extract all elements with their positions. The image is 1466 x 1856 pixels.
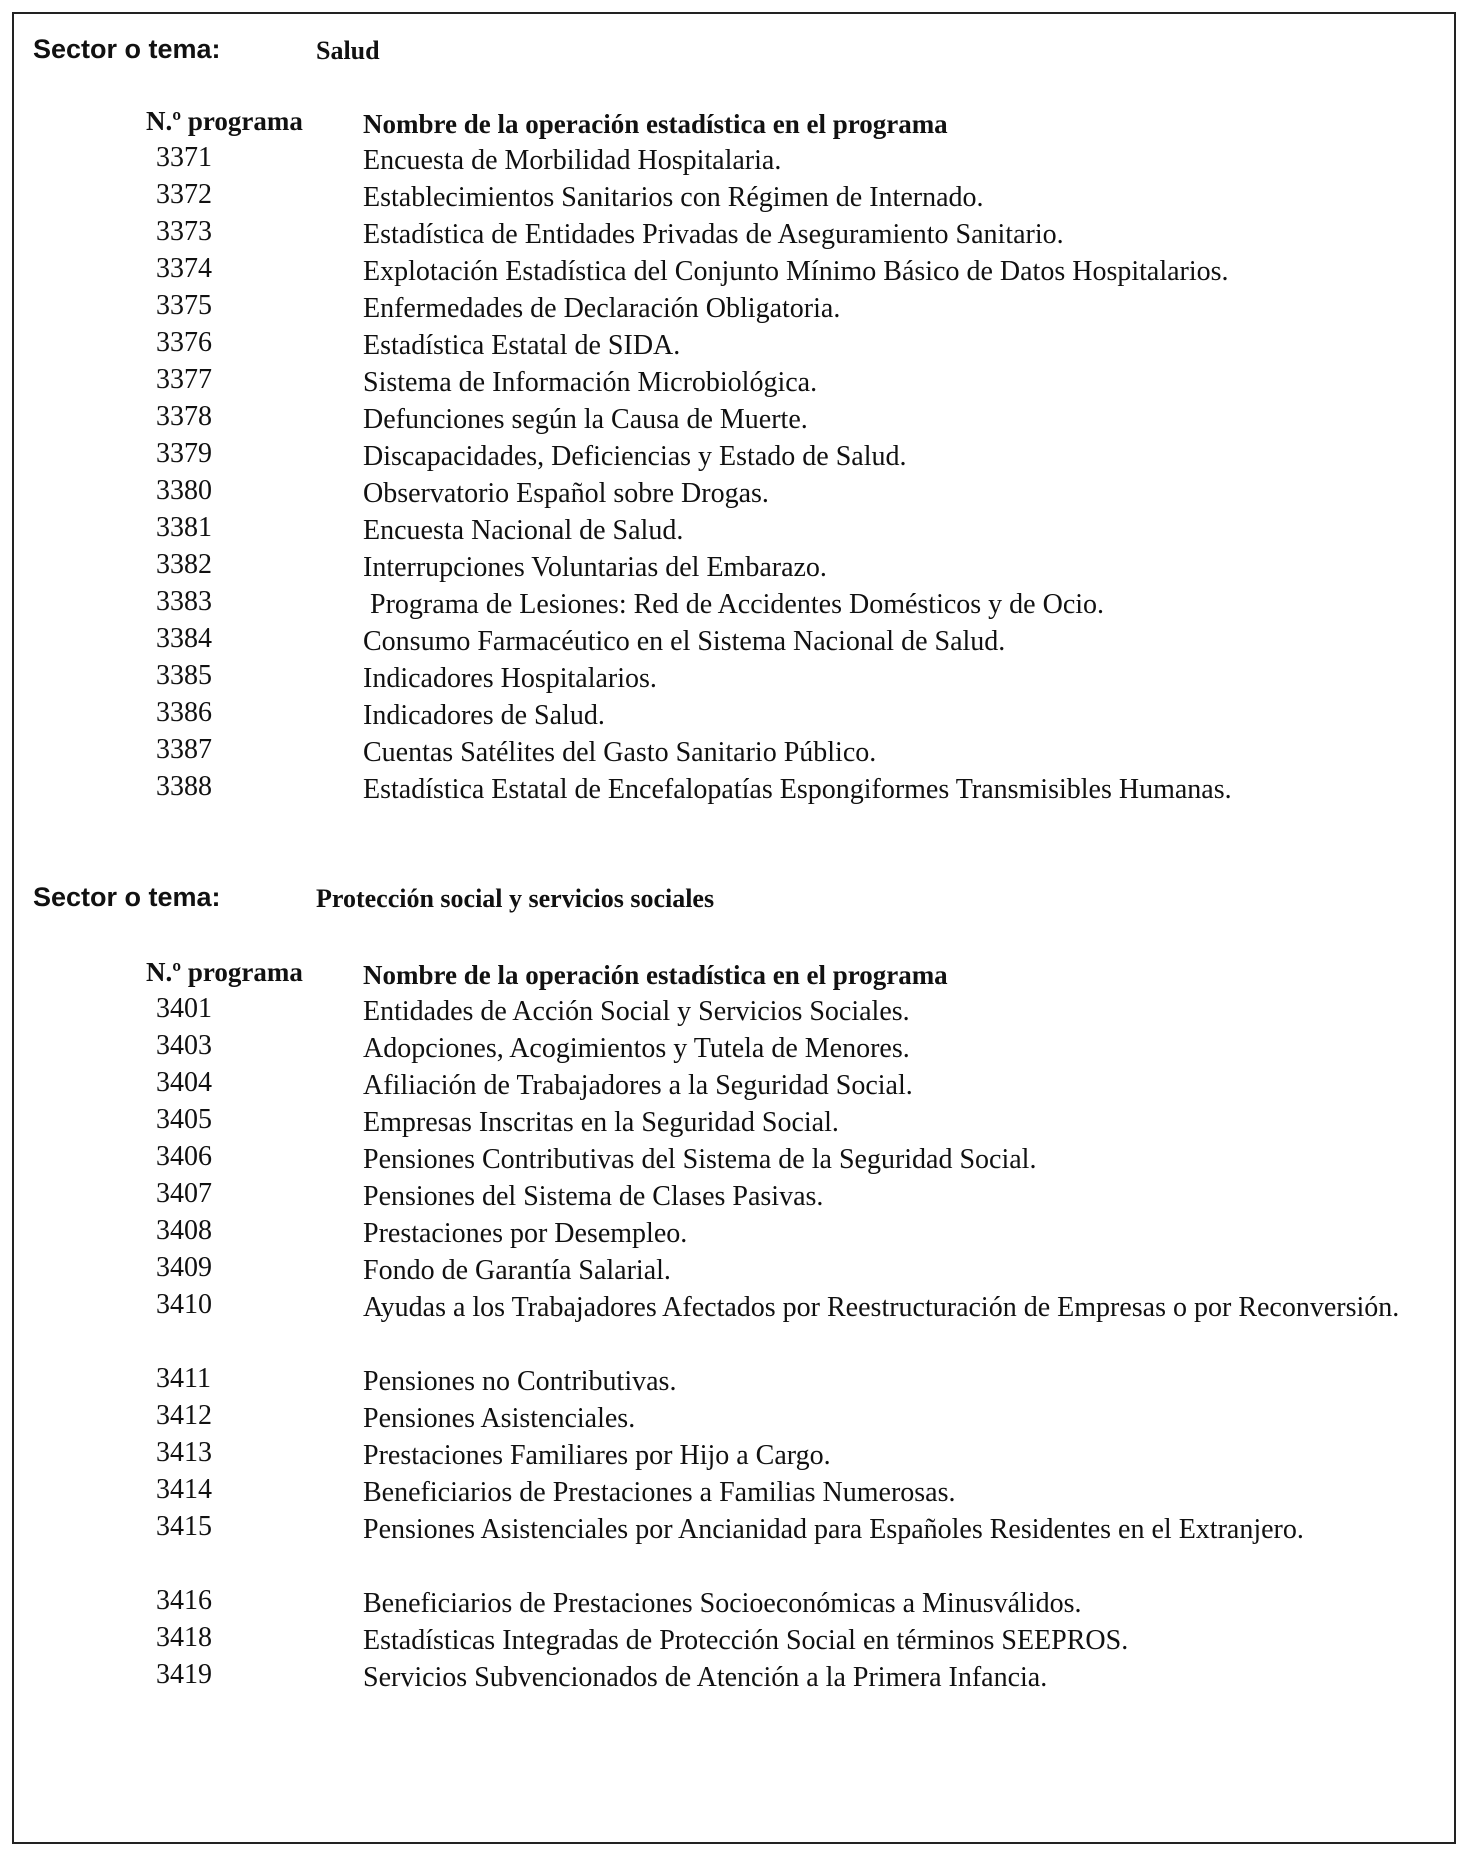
table-header (146, 106, 1426, 142)
program-name: Entidades de Acción Social y Servicios Sociales. (363, 996, 910, 1027)
program-number: 3373 (156, 216, 212, 247)
program-table-proteccion-social (146, 957, 1426, 1696)
program-name: Encuesta de Morbilidad Hospitalaria. (363, 145, 782, 176)
program-name: Pensiones Contributivas del Sistema de la Seguridad Social. (363, 1144, 1037, 1175)
sector-label: Sector o tema: (33, 34, 221, 64)
program-name: Enfermedades de Declaración Obligatoria. (363, 293, 841, 324)
program-name: Defunciones según la Causa de Muerte. (363, 404, 808, 435)
table-row (146, 1252, 1426, 1289)
program-number: 3413 (156, 1437, 212, 1468)
program-name: Pensiones Asistenciales. (363, 1403, 636, 1434)
table-row (146, 1585, 1426, 1622)
program-number: 3418 (156, 1622, 212, 1653)
table-row (146, 1178, 1426, 1215)
program-name: Estadística Estatal de Encefalopatías Espongiformes Transmisibles Humanas. (363, 774, 1232, 805)
program-name: Indicadores de Salud. (363, 700, 605, 731)
program-name: Fondo de Garantía Salarial. (363, 1255, 671, 1286)
program-number: 3378 (156, 401, 212, 432)
program-number: 3405 (156, 1104, 212, 1135)
table-row (146, 290, 1426, 327)
program-name: Prestaciones por Desempleo. (363, 1218, 688, 1249)
table-row (146, 623, 1426, 660)
table-row (146, 771, 1426, 808)
table-row (146, 1289, 1426, 1363)
table-row (146, 734, 1426, 771)
program-number: 3408 (156, 1215, 212, 1246)
program-number: 3383 (156, 586, 212, 617)
program-number: 3407 (156, 1178, 212, 1209)
table-row (146, 660, 1426, 697)
program-name: Pensiones Asistenciales por Ancianidad para Españoles Residentes en el Extranjero. (363, 1514, 1304, 1545)
program-number: 3388 (156, 771, 212, 802)
program-number: 3374 (156, 253, 212, 284)
program-name: Beneficiarios de Prestaciones Socioeconómicas a Minusválidos. (363, 1588, 1082, 1619)
program-name: Adopciones, Acogimientos y Tutela de Menores. (363, 1033, 910, 1064)
program-number: 3411 (156, 1363, 211, 1394)
table-row (146, 1030, 1426, 1067)
sector-value: Salud (316, 36, 380, 65)
sector-value: Protección social y servicios sociales (316, 884, 715, 913)
table-row (146, 216, 1426, 253)
table-row (146, 327, 1426, 364)
program-number: 3377 (156, 364, 212, 395)
column-header-name: Nombre de la operación estadística en el programa (363, 960, 948, 990)
table-row (146, 549, 1426, 586)
program-name: Pensiones no Contributivas. (363, 1366, 677, 1397)
table-row (146, 1215, 1426, 1252)
program-name: Estadística Estatal de SIDA. (363, 330, 681, 361)
column-header-number: N.º programa (146, 957, 303, 987)
program-name: Prestaciones Familiares por Hijo a Cargo. (363, 1440, 831, 1471)
table-row (146, 697, 1426, 734)
program-name: Servicios Subvencionados de Atención a la Primera Infancia. (363, 1662, 1048, 1693)
program-name: Explotación Estadística del Conjunto Mínimo Básico de Datos Hospitalarios. (363, 256, 1229, 287)
table-row (146, 475, 1426, 512)
program-name: Afiliación de Trabajadores a la Seguridad Social. (363, 1070, 913, 1101)
table-row (146, 586, 1426, 623)
table-row (146, 438, 1426, 475)
program-number: 3406 (156, 1141, 212, 1172)
program-number: 3416 (156, 1585, 212, 1616)
program-name: Interrupciones Voluntarias del Embarazo. (363, 552, 827, 583)
program-name: Ayudas a los Trabajadores Afectados por Reestructuración de Empresas o por Reconversión. (363, 1292, 1400, 1323)
program-number: 3372 (156, 179, 212, 210)
program-number: 3412 (156, 1400, 212, 1431)
table-header (146, 957, 1426, 993)
program-number: 3414 (156, 1474, 212, 1505)
program-name: Estadística de Entidades Privadas de Aseguramiento Sanitario. (363, 219, 1064, 250)
table-row (146, 179, 1426, 216)
table-row (146, 253, 1426, 290)
program-name: Encuesta Nacional de Salud. (363, 515, 684, 546)
program-name: Pensiones del Sistema de Clases Pasivas. (363, 1181, 824, 1212)
program-number: 3381 (156, 512, 212, 543)
table-row (146, 1511, 1426, 1585)
program-number: 3380 (156, 475, 212, 506)
program-name: Empresas Inscritas en la Seguridad Social. (363, 1107, 839, 1138)
table-row (146, 1104, 1426, 1141)
table-row (146, 142, 1426, 179)
program-number: 3415 (156, 1511, 212, 1542)
table-row (146, 1400, 1426, 1437)
program-name: Beneficiarios de Prestaciones a Familias Numerosas. (363, 1477, 956, 1508)
program-number: 3382 (156, 549, 212, 580)
program-number: 3371 (156, 142, 212, 173)
program-name: Estadísticas Integradas de Protección Social en términos SEEPROS. (363, 1625, 1129, 1656)
program-number: 3387 (156, 734, 212, 765)
table-row (146, 364, 1426, 401)
program-name: Observatorio Español sobre Drogas. (363, 478, 769, 509)
program-name: Consumo Farmacéutico en el Sistema Nacional de Salud. (363, 626, 1006, 657)
table-row (146, 1622, 1426, 1659)
program-name: Programa de Lesiones: Red de Accidentes Domésticos y de Ocio. (363, 589, 1105, 620)
program-number: 3404 (156, 1067, 212, 1098)
table-row (146, 1067, 1426, 1104)
table-row (146, 1141, 1426, 1178)
program-number: 3409 (156, 1252, 212, 1283)
table-row (146, 1363, 1426, 1400)
program-number: 3379 (156, 438, 212, 469)
program-number: 3403 (156, 1030, 212, 1061)
program-number: 3376 (156, 327, 212, 358)
table-row (146, 1437, 1426, 1474)
table-row (146, 1474, 1426, 1511)
program-number: 3419 (156, 1659, 212, 1690)
program-number: 3375 (156, 290, 212, 321)
sector-label: Sector o tema: (33, 882, 221, 912)
program-number: 3384 (156, 623, 212, 654)
column-header-number: N.º programa (146, 106, 303, 136)
program-table-salud (146, 106, 1426, 808)
table-row (146, 512, 1426, 549)
table-row (146, 1659, 1426, 1696)
program-number: 3386 (156, 697, 212, 728)
program-name: Cuentas Satélites del Gasto Sanitario Público. (363, 737, 877, 768)
table-row (146, 993, 1426, 1030)
program-name: Sistema de Información Microbiológica. (363, 367, 818, 398)
program-name: Indicadores Hospitalarios. (363, 663, 657, 694)
program-number: 3401 (156, 993, 212, 1024)
program-name: Establecimientos Sanitarios con Régimen de Internado. (363, 182, 984, 213)
program-number: 3385 (156, 660, 212, 691)
program-number: 3410 (156, 1289, 212, 1320)
program-name: Discapacidades, Deficiencias y Estado de Salud. (363, 441, 907, 472)
table-row (146, 401, 1426, 438)
column-header-name: Nombre de la operación estadística en el programa (363, 109, 948, 139)
